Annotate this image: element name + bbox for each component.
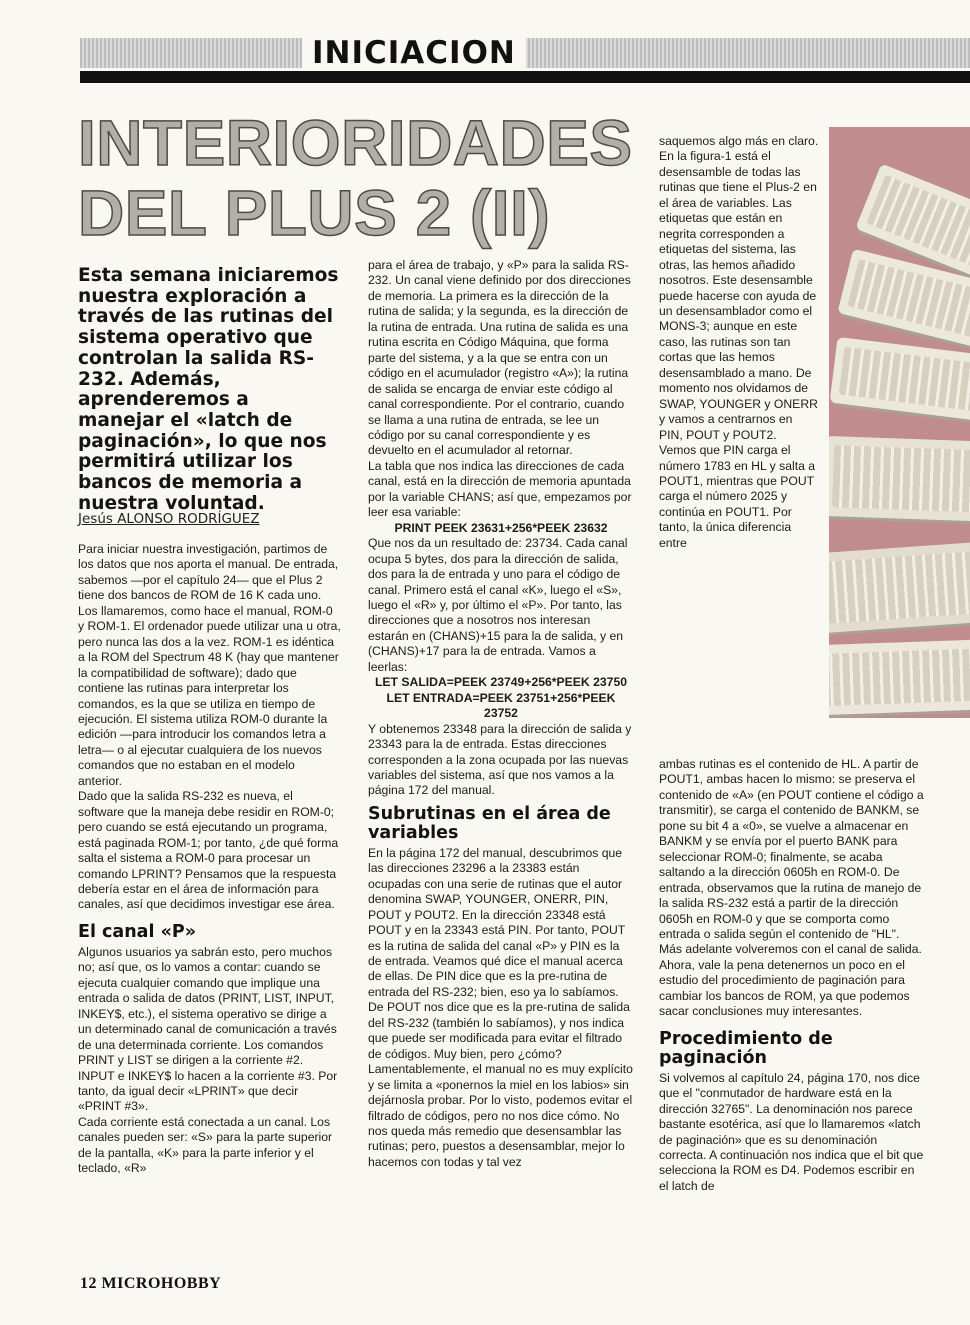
paragraph: En la página 172 del manual, descubrimos que las direcciones 23296 a la 23383 están ocupadas con una serie de rutinas que el autor denomina SWAP, YOUNGER, ONERR, PIN, POUT y POUT2. En la dirección 23348 está POUT y en la 23343 está PIN. Por tanto, POUT es la rutina de salida del canal «P» y PIN es la de entrada. Veamos qué dice el manual acerca de ellas. De PIN dice que es la pre-rutina de entrada del RS-232; bien, eso ya lo sabíamos. De POUT nos dice que es la pre-rutina de salida del RS-232 (también lo sabíamos), y nos indica que puede ser modificada para evitar el filtrado de códigos. Muy bien, pero ¿cómo? Lamentablemente, el manual no es muy explícito y se limita a «ponernos la miel en los labios» sin dejárnosla probar. Por lo visto, podemos evitar el filtrado de códigos, pero no nos dice cómo. No nos queda más remedio que desensamblar las rutinas; pero, puestos a desensamblar, mejor lo hacemos con todas y tal vez	[368, 845, 633, 1169]
subheading: Subrutinas en el área de variables	[368, 803, 611, 843]
paragraph: Vemos que PIN carga el número 1783 en HL y salta a POUT1, mientras que POUT carga el número 2025 y continúa en POUT1. Por tanto, la única diferencia entre	[659, 443, 816, 550]
paragraph: Dado que la salida RS-232 es nueva, el software que la maneja debe residir en ROM-0; pero cuando se está ejecutando un programa, está paginada ROM-1; por tanto, ¿de qué forma salta el sistema a ROM-0 para procesar un comando LPRINT? Pensamos que la respuesta debería estar en el área de información para canales, así que decidimos investigar ese área.	[78, 789, 339, 912]
title-line-1: INTERIORIDADES	[78, 107, 633, 179]
paragraph: para el área de trabajo, y «P» para la salida RS-232. Un canal viene definido por dos direcciones de memoria. La primera es la dirección de la rutina de salida; y la segunda, es la dirección de la rutina de entrada. Una rutina de salida es una rutina escrita en Código Máquina, que forma parte del sistema, y a la que se entra con un código en el acumulador (registro «A»); la rutina de salida se encarga de enviar este código al canal correspondiente. Por el contrario, cuando se llama a una rutina de entrada, se lee un código por su canal correspondiente y es devuelto en el acumulador al retornar.	[368, 258, 631, 458]
paragraph: saquemos algo más en claro.	[659, 134, 819, 148]
paragraph: Cada corriente está conectada a un canal. Los canales pueden ser: «S» para la parte superior de la pantalla, «K» para la parte inferior y el teclado, «R»	[78, 1114, 333, 1176]
article-title	[78, 108, 633, 248]
header-rule	[80, 71, 970, 83]
byline: Jesús ALONSO RODRÍGUEZ	[78, 511, 260, 527]
paragraph: Si volvemos al capítulo 24, página 170, nos dice que el "conmutador de hardware está en la dirección 32765". La denominación nos parece bastante esotérica, así que lo llamaremos «latch de paginación» que es su denominación correcta. A continuación nos indica que el bit que selecciona la ROM es D4. Podemos escribir en el latch de	[659, 1070, 924, 1193]
lead-paragraph: Esta semana iniciaremos nuestra exploración a través de las rutinas del sistema operativo que controlan la salida RS-232. Además, aprenderemos a manejar el «latch de paginación», lo que nos permitirá utilizar los bancos de memoria a nuestra voluntad.	[78, 265, 339, 514]
paragraph: Algunos usuarios ya sabrán esto, pero muchos no; así que, os lo vamos a contar: cuando se ejecuta cualquier comando que implique una entrada o salida de datos (PRINT, LIST, INPUT, INKEY$, etc.), el sistema operativo se dirige a un determinado canal de comunicación a través de una determinada corriente. Los comandos PRINT y LIST se dirigen a la corriente #2. INPUT e INKEY$ lo hacen a la corriente #3. Por tanto, da igual decir «LPRINT» que decir «PRINT #3».	[78, 944, 338, 1114]
paragraph: Más adelante volveremos con el canal de salida. Ahora, vale la pena detenernos un poco en el estudio del procedimiento de paginación para cambiar los bancos de ROM, ya que podemos sacar conclusiones muy interesantes.	[659, 942, 922, 1019]
paragraph: Que nos da un resultado de: 23734. Cada canal ocupa 5 bytes, dos para la dirección de salida, dos para la de entrada y uno para el código de canal. Primero está el canal «K», luego el «S», luego el «R» y, por último el «P». Por tanto, las direcciones que a nosotros nos interesan estarán en (CHANS)+15 para la de salida, y en (CHANS)+17 para la de entrada. Vamos a leerlas:	[368, 536, 628, 674]
title-line-2: DEL PLUS 2 (II)	[78, 177, 551, 249]
code-line: LET SALIDA=PEEK 23749+256*PEEK 23750	[374, 675, 627, 690]
keyboard-image	[829, 436, 970, 522]
keyboard-image	[829, 541, 970, 633]
keyboard-image	[830, 337, 970, 423]
column-1	[78, 542, 342, 1177]
page-footer: 12 MICROHOBBY	[80, 1275, 222, 1292]
column-3	[659, 757, 927, 1194]
subheading: Procedimiento de paginación	[659, 1028, 833, 1068]
paragraph: ambas rutinas es el contenido de HL. A partir de POUT1, ambas hacen lo mismo: se preserva el contenido de «A» (en POUT contiene el código a transmitir), se carga el contenido de BANKM, se pone su bit 4 a «0», se vuelve a almacenar en BANKM y se envía por el puerto BANK para seleccionar ROM-0; finalmente, se acaba saltando a la dirección 0605h en ROM-0. De entrada, observamos que la rutina de manejo de la salida RS-232 está a partir de la dirección 0605h en ROM-0 y que se comporta como entrada o salida según el contenido de "HL".	[659, 757, 924, 941]
code-line: LET ENTRADA=PEEK 23751+256*PEEK 23752	[386, 690, 616, 721]
paragraph: La tabla que nos indica las direcciones de cada canal, está en la dirección de memoria apuntada por la variable CHANS; así que, empezamos por leer esa variable:	[368, 458, 632, 520]
keyboard-image	[829, 639, 970, 716]
section-label: INICIACION	[302, 34, 526, 72]
subheading: El canal «P»	[78, 921, 197, 942]
column-2	[368, 258, 634, 1170]
paragraph: En la figura-1 está el desensamble de todas las rutinas que tiene el Plus-2 en el área de variables. Las etiquetas que están en negrita corresponden a etiquetas del sistema, las otras, las hemos añadido nosotros. Este desensamble puede hacerse con ayuda de un desensamblador como el MONS-3; aunque en este caso, las rutinas son tan cortas que las hemos desensamblado a mano. De momento nos olvidamos de SWAP, YOUNGER y ONERR y vamos a centrarnos en PIN, POUT y POUT2.	[659, 149, 818, 442]
column-3-narrow	[659, 134, 819, 551]
paragraph: Y obtenemos 23348 para la dirección de salida y 23343 para la de entrada. Estas direcciones corresponden a la zona ocupada por las nuevas variables del sistema, así que nos vamos a la página 172 del manual.	[368, 721, 632, 798]
code-line: PRINT PEEK 23631+256*PEEK 23632	[394, 520, 608, 535]
paragraph: Para iniciar nuestra investigación, partimos de los datos que nos aporta el manual. De entrada, sabemos —por el capítulo 24— que el Plus 2 tiene dos bancos de ROM de 16 K cada uno. Los llamaremos, como hace el manual, ROM-0 y ROM-1. El ordenador puede utilizar una u otra, pero nunca las dos a la vez. ROM-1 es idéntica a la ROM del Spectrum 48 K (hay que mantener la compatibilidad de software); dado que contiene las rutinas para interpretar los comandos, es la que se utiliza en tiempo de ejecución. El sistema utiliza ROM-0 durante la edición —para introducir los comandos letra a letra— o al ejecutar cualquiera de los nuevos comandos que no estaban en el modelo anterior.	[78, 542, 341, 788]
keyboards-photo	[829, 127, 970, 718]
